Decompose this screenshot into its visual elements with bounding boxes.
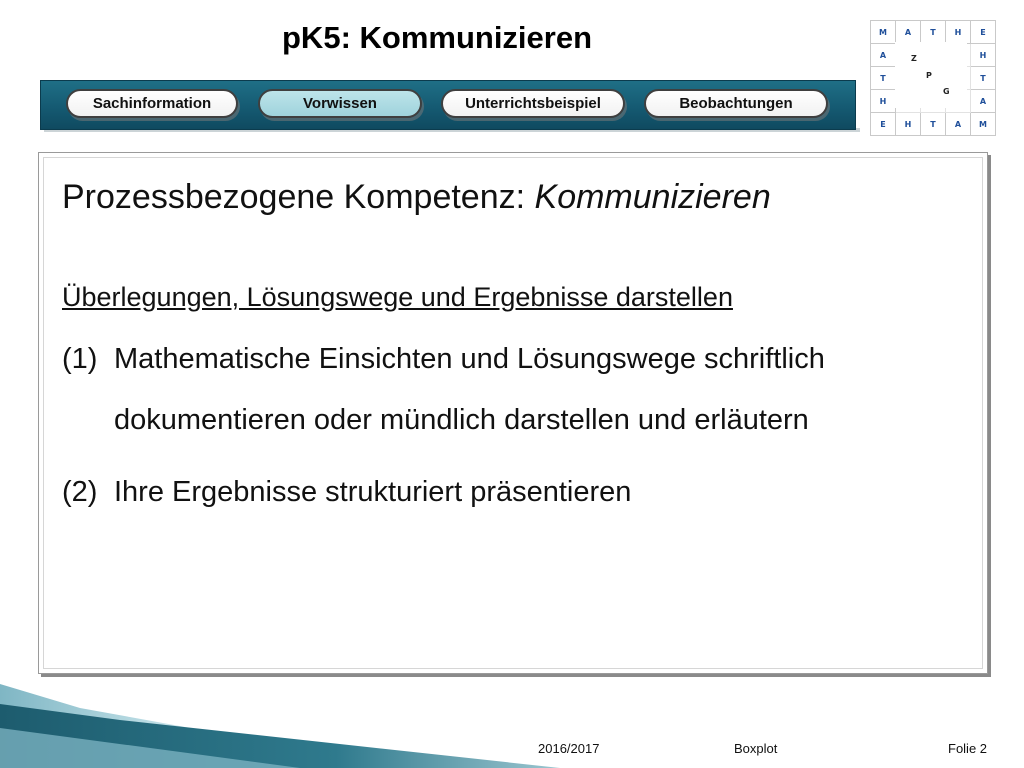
- logo-letter: E: [871, 113, 896, 136]
- logo-letter: T: [921, 21, 946, 44]
- list-item-1-continuation: dokumentieren oder mündlich darstellen und erläutern: [114, 404, 809, 436]
- logo-letter: T: [921, 113, 946, 136]
- logo-inner-letter: Z: [911, 54, 917, 63]
- footer-slide-number: Folie 2: [948, 741, 988, 756]
- content-heading: Prozessbezogene Kompetenz: Kommunizieren: [62, 178, 771, 216]
- nav-button-beobachtungen[interactable]: Beobachtungen: [644, 89, 828, 118]
- page-title: pK5: Kommunizieren: [282, 20, 593, 55]
- logo-letter: A: [946, 113, 971, 136]
- logo-letter: H: [896, 113, 921, 136]
- logo-letter: A: [971, 90, 996, 113]
- logo-letter: A: [871, 44, 896, 67]
- logo-letter: T: [971, 67, 996, 90]
- logo-letter: E: [971, 21, 996, 44]
- nav-button-sachinformation[interactable]: Sachinformation: [66, 89, 238, 118]
- logo-letter: H: [971, 44, 996, 67]
- nav-button-vorwissen[interactable]: Vorwissen: [258, 89, 422, 118]
- logo-letter: A: [896, 21, 921, 44]
- logo-inner-letter: G: [943, 87, 950, 96]
- list-item-2: (2) Ihre Ergebnisse strukturiert präsentieren: [62, 476, 632, 508]
- logo-letter: M: [971, 113, 996, 136]
- logo-letter: H: [946, 21, 971, 44]
- footer-topic: Boxplot: [734, 741, 778, 756]
- footer-year: 2016/2017: [538, 741, 600, 756]
- logo-inner-letter: P: [926, 71, 932, 80]
- logo-letter: T: [871, 67, 896, 90]
- content-subheading: Überlegungen, Lösungswege und Ergebnisse darstellen: [62, 282, 733, 312]
- logo-letter: H: [871, 90, 896, 113]
- nav-button-unterrichtsbeispiel[interactable]: Unterrichtsbeispiel: [441, 89, 625, 118]
- logo-letter: M: [871, 21, 896, 44]
- list-item-1: (1) Mathematische Einsichten und Lösungswege schriftlich: [62, 343, 825, 375]
